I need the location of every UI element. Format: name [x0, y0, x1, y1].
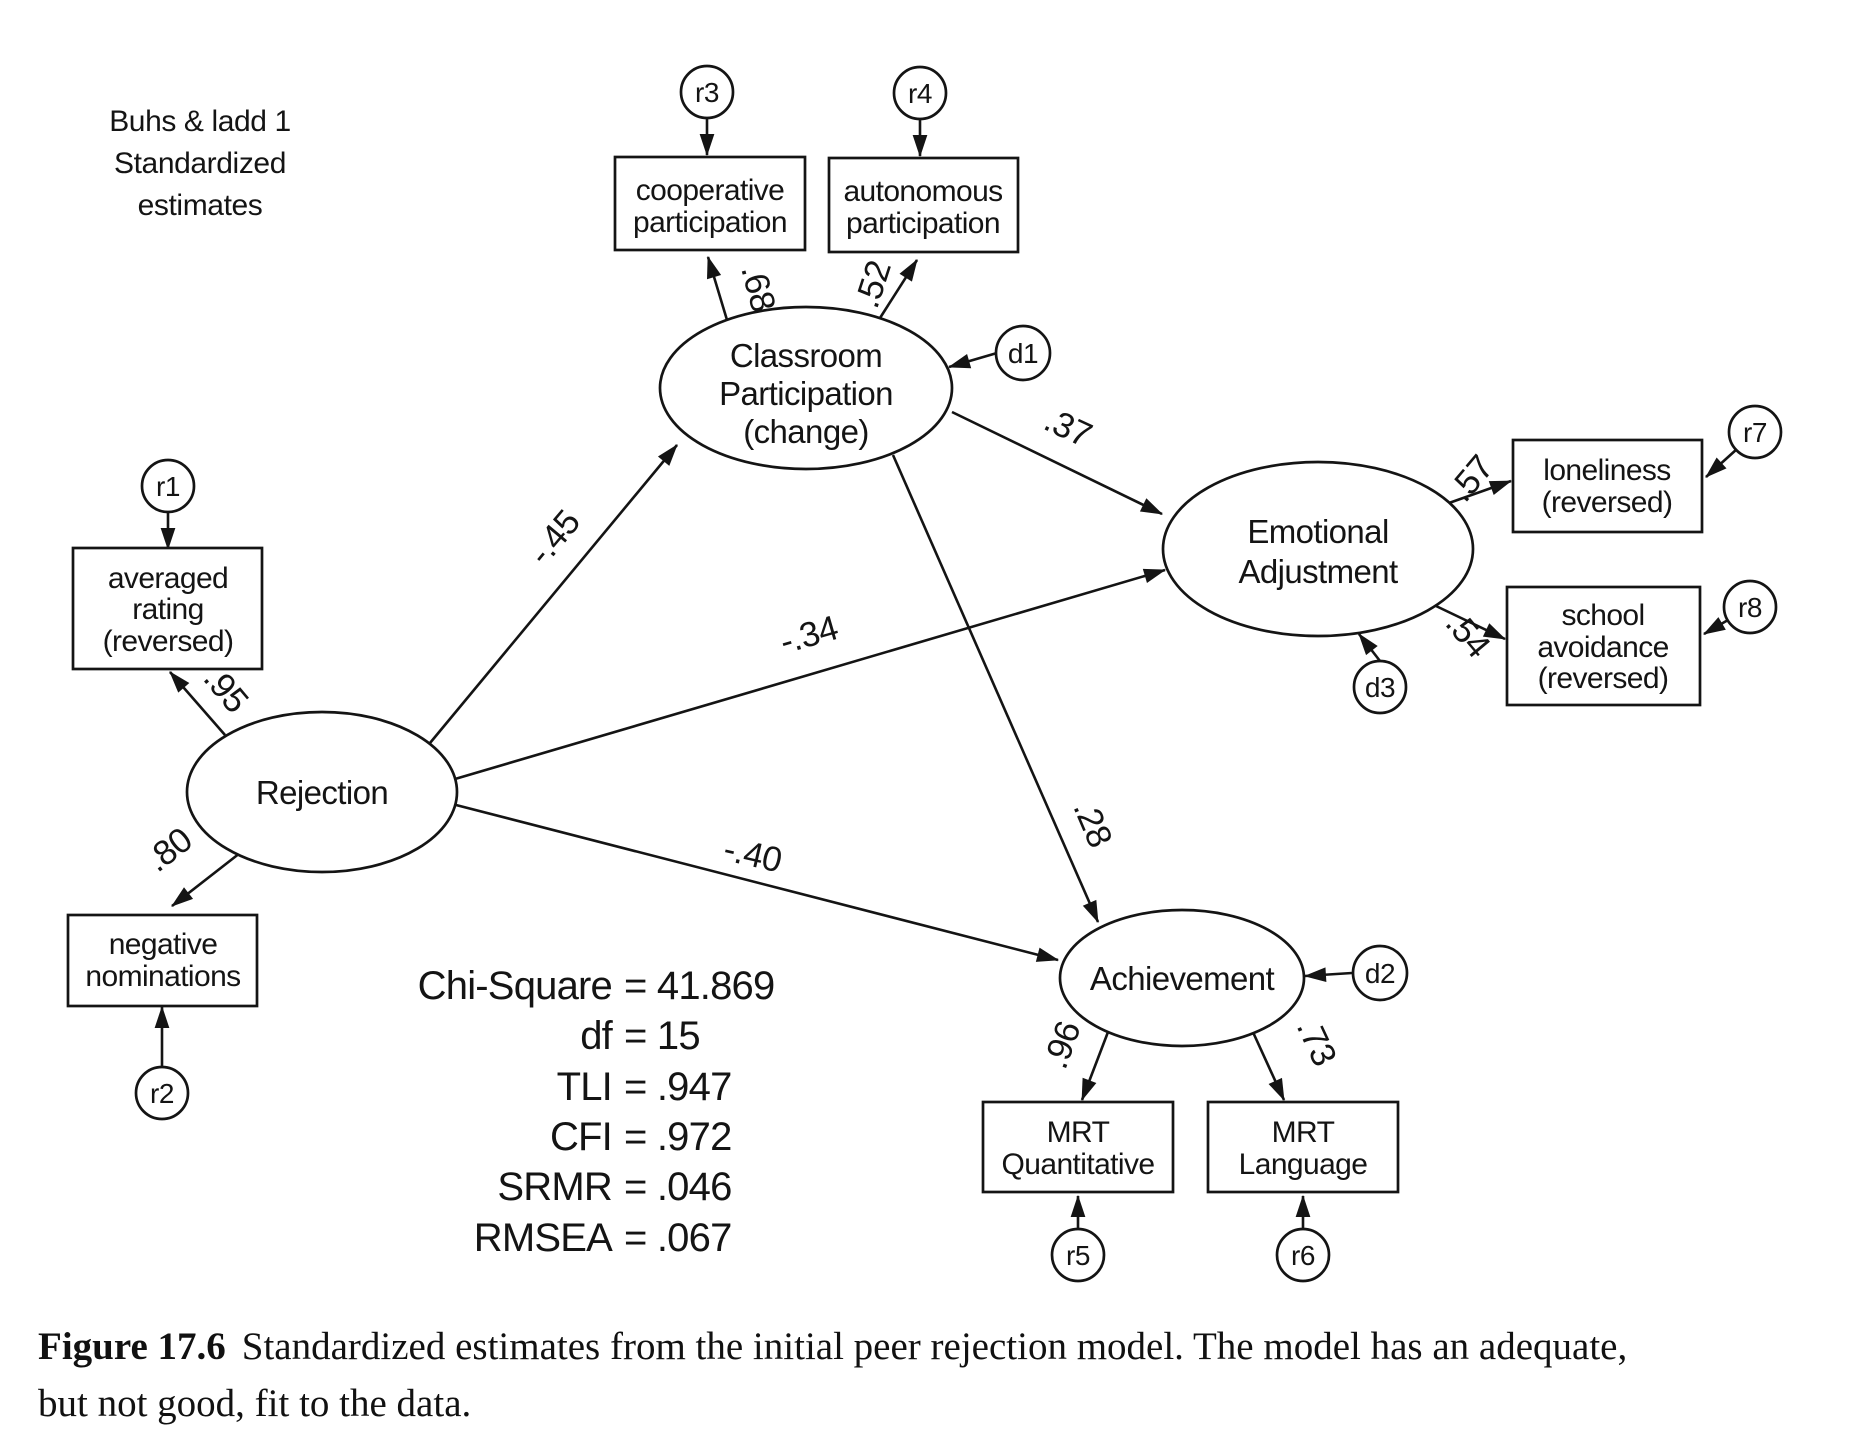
- negative-nominations-line1: negative: [108, 928, 218, 961]
- cooperative-line1: cooperative: [635, 174, 785, 207]
- observed-autonomous-participation: [829, 158, 1018, 252]
- coef-achievement-mrt-lang: .73: [1288, 1012, 1344, 1072]
- fit-stat-label: Chi-Square: [417, 964, 612, 1008]
- mrt-quantitative-line2: Quantitative: [1001, 1148, 1155, 1181]
- coef-rejection-emotional: -.34: [775, 608, 843, 662]
- emotional-label-line1: Emotional: [1247, 513, 1389, 550]
- d3-label: d3: [1364, 672, 1396, 703]
- error-circle-r5: [1052, 1229, 1104, 1281]
- latent-emotional-adjustment: [1163, 462, 1473, 636]
- r7-label: r7: [1742, 417, 1768, 448]
- error-circle-r1: [142, 460, 194, 512]
- fit-stat-label: df: [580, 1014, 612, 1058]
- r2-label: r2: [149, 1078, 175, 1109]
- r4-label: r4: [907, 78, 933, 109]
- averaged-rating-line2: rating: [132, 593, 204, 626]
- emotional-label-line2: Adjustment: [1238, 553, 1398, 590]
- observed-cooperative-participation: [615, 157, 805, 250]
- caption-text-line2: but not good, fit to the data.: [38, 1382, 472, 1425]
- autonomous-line1: autonomous: [843, 175, 1003, 208]
- mrt-language-line1: MRT: [1271, 1116, 1335, 1149]
- coef-rejection-negative: .80: [138, 820, 200, 880]
- caption-line2: [38, 1375, 1834, 1432]
- r3-label: r3: [694, 77, 720, 108]
- r8-label: r8: [1737, 592, 1763, 623]
- observed-averaged-rating: [73, 548, 262, 669]
- coef-rejection-classroom: -.45: [520, 502, 588, 573]
- d1-label: d1: [1007, 338, 1039, 369]
- disturbance-circle-d1: [996, 326, 1050, 380]
- fit-stat-value: = 41.869: [624, 964, 775, 1008]
- coef-classroom-achievement: .28: [1065, 794, 1120, 853]
- coef-emotional-school: .54: [1437, 604, 1498, 666]
- observed-negative-nominations: [68, 915, 257, 1006]
- fit-statistics: [418, 964, 775, 1260]
- error-circle-r2: [136, 1067, 188, 1119]
- loneliness-line1: loneliness: [1543, 454, 1671, 487]
- caption-text-line1: Standardized estimates from the initial peer rejection model. The model has an adequate,: [241, 1325, 1628, 1368]
- mrt-language-line2: Language: [1238, 1148, 1368, 1181]
- coef-classroom-autonomous: .52: [847, 256, 899, 313]
- r1-label: r1: [155, 471, 181, 502]
- model-title-line1: Buhs & ladd 1: [109, 105, 291, 138]
- error-circle-r3: [681, 66, 733, 118]
- caption-line1: [38, 1318, 1834, 1375]
- averaged-rating-line3: (reversed): [102, 625, 234, 658]
- edge-classroom-to-cooperative: [708, 257, 727, 320]
- achievement-label: Achievement: [1089, 960, 1275, 997]
- school-avoidance-line1: school: [1561, 599, 1645, 632]
- loneliness-line2: (reversed): [1541, 486, 1673, 519]
- d2-label: d2: [1364, 958, 1396, 989]
- classroom-label-line1: Classroom: [729, 337, 883, 374]
- school-avoidance-line3: (reversed): [1537, 662, 1669, 695]
- fit-stat-label: SRMR: [497, 1165, 612, 1209]
- rejection-label: Rejection: [255, 774, 389, 811]
- fit-stat-value: = 15: [624, 1014, 700, 1058]
- averaged-rating-line1: averaged: [107, 562, 229, 595]
- classroom-label-line3: (change): [743, 413, 869, 450]
- edge-rejection-to-emotional: [455, 570, 1165, 779]
- observed-loneliness: [1513, 440, 1702, 532]
- coef-rejection-averaged: .95: [195, 659, 256, 721]
- edge-d1-to-classroom: [949, 353, 997, 367]
- autonomous-line2: participation: [846, 207, 1000, 240]
- error-circle-r7: [1729, 406, 1781, 458]
- model-title-line2: Standardized estimates: [114, 147, 286, 222]
- negative-nominations-line2: nominations: [85, 960, 241, 993]
- mrt-quantitative-line1: MRT: [1046, 1116, 1110, 1149]
- coef-rejection-achievement: -.40: [719, 829, 786, 881]
- edge-r7-to-loneliness: [1706, 449, 1737, 477]
- cooperative-line2: participation: [633, 206, 787, 239]
- edge-classroom-to-achievement: [893, 455, 1098, 922]
- classroom-label-line2: Participation: [719, 375, 893, 412]
- disturbance-circle-d3: [1354, 661, 1406, 713]
- r6-label: r6: [1290, 1240, 1316, 1271]
- fit-stat-value: = .972: [624, 1115, 732, 1159]
- figure-number: Figure 17.6: [38, 1325, 226, 1368]
- observed-mrt-language: [1208, 1102, 1398, 1192]
- coef-classroom-emotional: .37: [1038, 400, 1098, 456]
- disturbance-circle-d2: [1353, 946, 1407, 1000]
- coef-classroom-cooperative: .68: [733, 260, 784, 316]
- fit-stat-label: CFI: [549, 1115, 612, 1159]
- latent-classroom-participation: [660, 307, 952, 469]
- edge-r8-to-school-avoidance: [1704, 620, 1728, 634]
- error-circle-r6: [1277, 1229, 1329, 1281]
- fit-stat-label: RMSEA: [473, 1216, 612, 1260]
- coef-emotional-loneliness: .57: [1441, 448, 1502, 510]
- coef-achievement-mrt-quant: .96: [1035, 1016, 1089, 1074]
- edge-d3-to-emotional: [1359, 634, 1380, 661]
- edge-rejection-to-classroom: [430, 445, 677, 743]
- fit-stat-label: TLI: [556, 1065, 612, 1109]
- fit-stat-value: = .046: [624, 1165, 732, 1209]
- observed-mrt-quantitative: [983, 1102, 1173, 1192]
- error-circle-r8: [1724, 581, 1776, 633]
- edge-achievement-to-mrt-quantitative: [1082, 1032, 1108, 1100]
- fit-stat-value: = .067: [624, 1216, 732, 1260]
- figure-caption: [38, 1318, 1834, 1432]
- latent-achievement: [1060, 910, 1304, 1046]
- observed-school-avoidance: [1507, 587, 1700, 705]
- error-circle-r4: [894, 67, 946, 119]
- school-avoidance-line2: avoidance: [1537, 631, 1669, 664]
- latent-rejection: [187, 712, 457, 872]
- edge-achievement-to-mrt-language: [1252, 1030, 1284, 1100]
- edge-d2-to-achievement: [1305, 973, 1352, 976]
- r5-label: r5: [1065, 1240, 1091, 1271]
- edge-rejection-to-achievement: [456, 805, 1058, 960]
- fit-stat-value: = .947: [624, 1065, 732, 1109]
